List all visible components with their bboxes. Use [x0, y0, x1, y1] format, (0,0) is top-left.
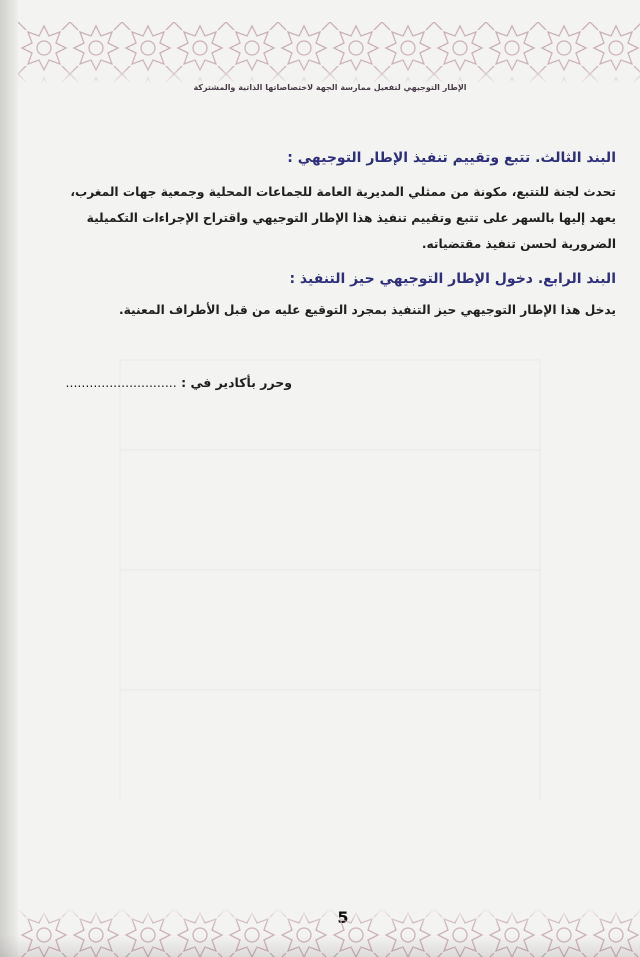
- section-body-3: تحدث لجنة للتتبع، مكونة من ممثلي المديرية العامة للجماعات المحلية وجمعية جهات المغرب، يعهد إليها بالسهر على تتبع وتقييم تنفيذ هذا الإطار التوجيهي واقتراح الإجراءات التكميلية الضرورية لحسن تنفيذ مقتضياته.: [70, 185, 616, 251]
- photo-edge: [0, 0, 18, 957]
- running-header: الإطار التوجيهي لتفعيل ممارسة الجهة لاختصاصاتها الذاتية والمشتركة: [193, 83, 467, 92]
- section-heading-3: البند الثالث. تتبع وتقييم تنفيذ الإطار التوجيهي :: [287, 150, 616, 166]
- signature-blank: ............................: [65, 375, 177, 390]
- section-body-4: يدخل هذا الإطار التوجيهي حيز التنفيذ بمجرد التوقيع عليه من قبل الأطراف المعنية.: [119, 303, 616, 317]
- signature-line: [66, 375, 293, 390]
- page-shadow: [0, 935, 640, 957]
- section-heading-4: البند الرابع. دخول الإطار التوجيهي حيز التنفيذ :: [289, 271, 616, 287]
- top-ornament: [18, 22, 640, 84]
- signature-label: وحرر بأكادير في :: [181, 375, 292, 390]
- show-through: [100, 340, 560, 820]
